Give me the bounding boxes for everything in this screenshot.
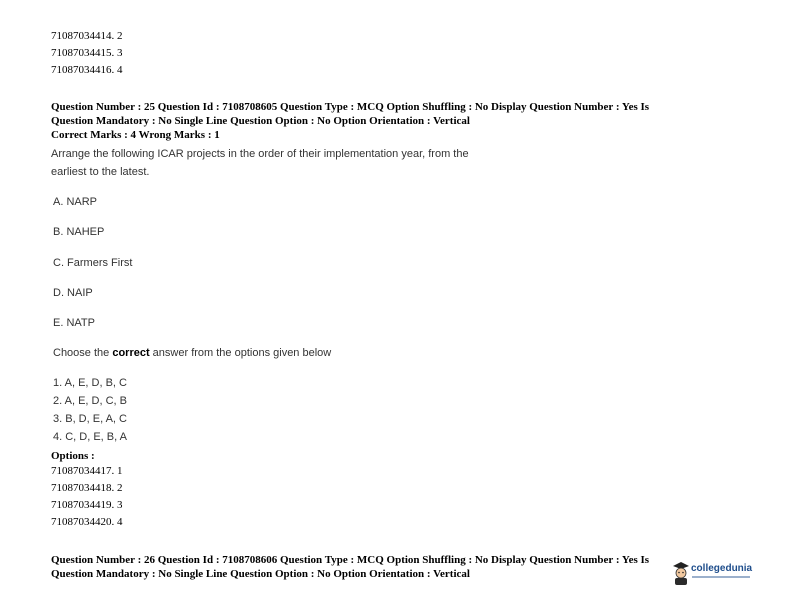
question-header-line1: Question Number : 25 Question Id : 7108708605 Question Type : MCQ Option Shuffling : No Display Question Number : Yes Is xyxy=(51,101,650,113)
choose-bold: correct xyxy=(112,347,150,359)
option-row: 71087034416. 4 xyxy=(51,64,123,76)
question-header-line2: Question Mandatory : No Single Line Question Option : No Option Orientation : Vertical xyxy=(51,568,470,580)
question-header-line1: Question Number : 26 Question Id : 7108708606 Question Type : MCQ Option Shuffling : No Display Question Number : Yes Is xyxy=(51,554,650,566)
choose-instruction xyxy=(53,347,331,359)
option-row: 71087034417. 1 xyxy=(51,465,123,477)
mascot-icon xyxy=(671,560,691,586)
logo-tagline xyxy=(692,576,750,578)
list-item: B. NAHEP xyxy=(53,226,105,238)
answer-choice: 4. C, D, E, B, A xyxy=(53,431,127,443)
option-row: 71087034414. 2 xyxy=(51,30,123,42)
option-row: 71087034415. 3 xyxy=(51,47,123,59)
list-item: D. NAIP xyxy=(53,287,93,299)
question-header-line2: Question Mandatory : No Single Line Question Option : No Option Orientation : Vertical xyxy=(51,115,470,127)
list-item: A. NARP xyxy=(53,196,98,208)
answer-choice: 2. A, E, D, C, B xyxy=(53,395,127,407)
option-row: 71087034420. 4 xyxy=(51,516,123,528)
list-item: C. Farmers First xyxy=(53,257,133,269)
options-label: Options : xyxy=(51,450,95,462)
answer-choice: 3. B, D, E, A, C xyxy=(53,413,127,425)
option-row: 71087034419. 3 xyxy=(51,499,123,511)
list-item: E. NATP xyxy=(53,317,95,329)
logo-text: collegedunia xyxy=(691,563,753,574)
choose-pre: Choose the xyxy=(53,347,113,359)
question-stem-line2: earliest to the latest. xyxy=(51,166,150,178)
option-row: 71087034418. 2 xyxy=(51,482,123,494)
collegedunia-logo xyxy=(671,560,785,586)
question-marks: Correct Marks : 4 Wrong Marks : 1 xyxy=(51,129,220,141)
answer-choice: 1. A, E, D, B, C xyxy=(53,377,127,389)
question-stem-line1: Arrange the following ICAR projects in the order of their implementation year, from the xyxy=(51,148,469,160)
choose-post: answer from the options given below xyxy=(149,347,332,359)
